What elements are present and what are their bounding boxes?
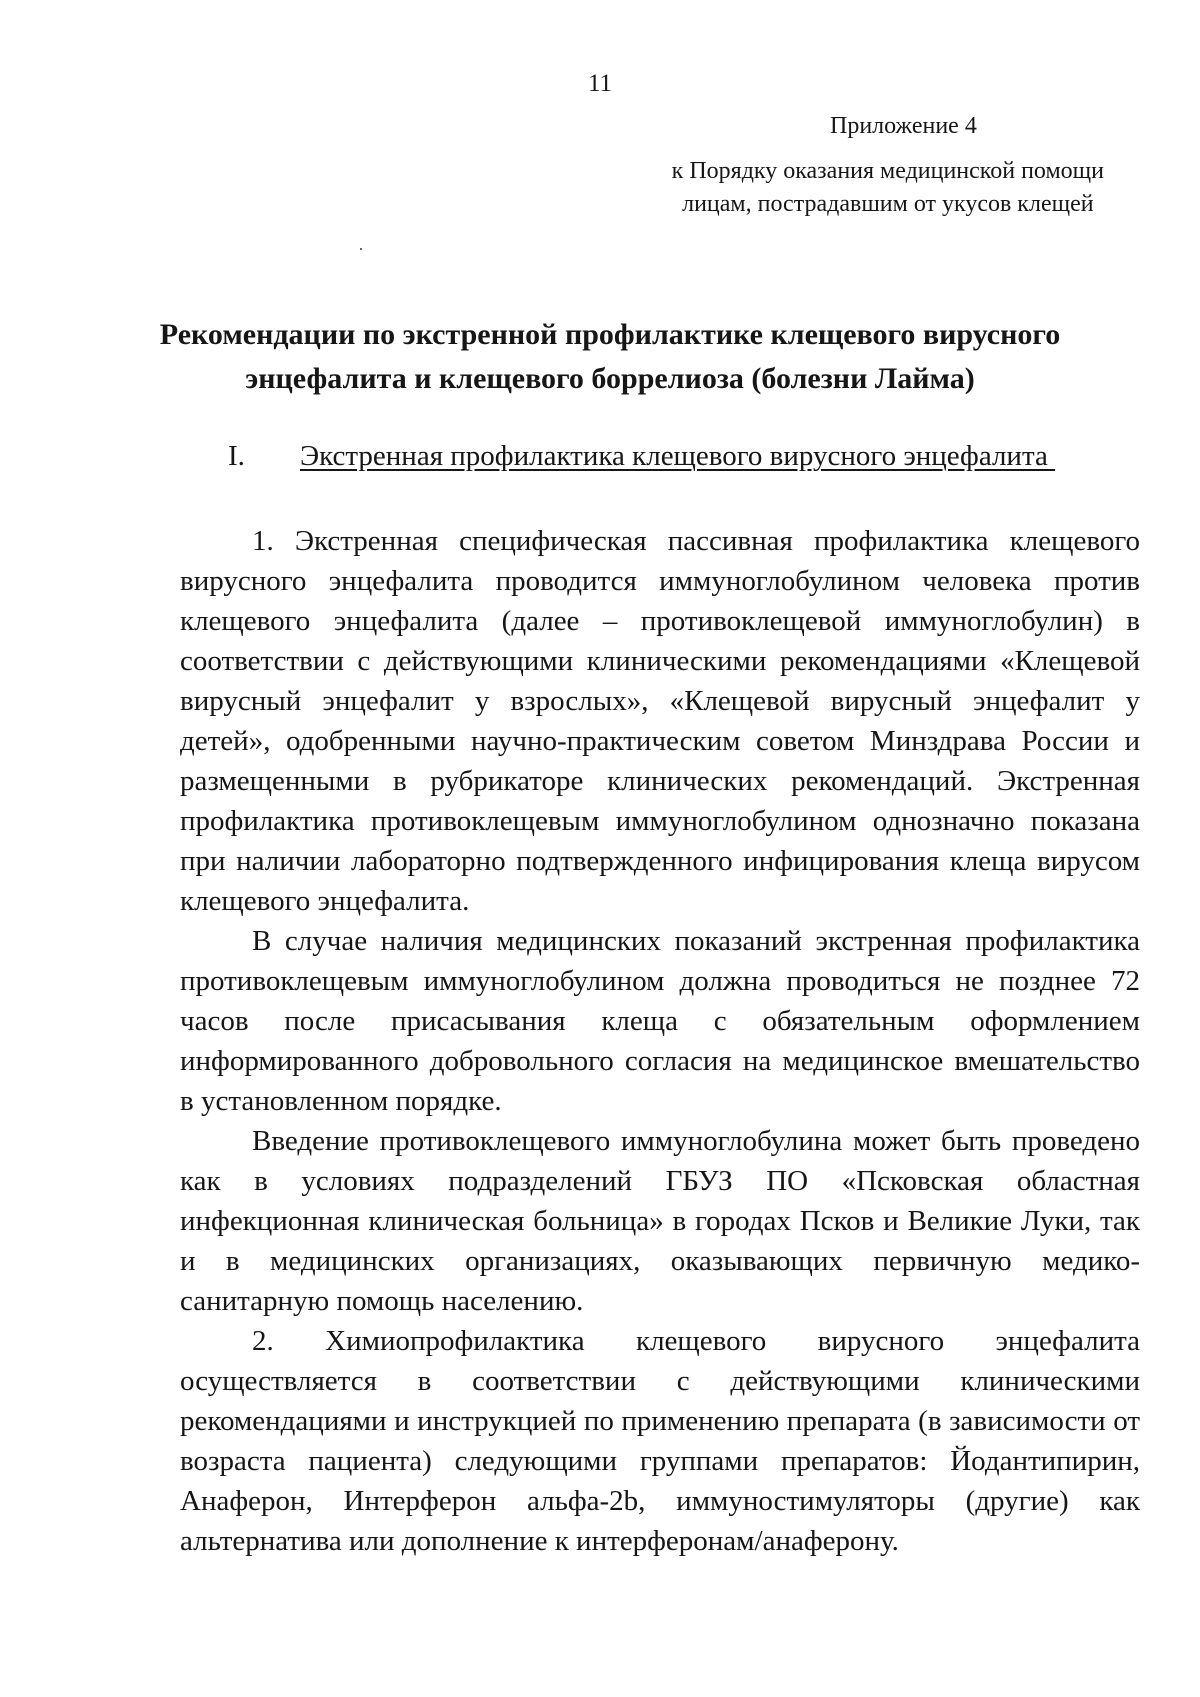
appendix-reference [672, 155, 1104, 221]
scan-speck [360, 248, 362, 250]
paragraph: В случае наличия медицинских показаний экстренная профилактика противоклещевым иммуноглобулином должна проводиться не позднее 72 часов после присасывания клеща с обязательным оформлением информированного добровольного согласия на медицинское вмешательство в установленном порядке. [180, 925, 1140, 1117]
page-number: 11 [587, 70, 613, 97]
paragraph: 1. Экстренная специфическая пассивная профилактика клещевого вирусного энцефалита проводится иммуноглобулином человека против клещевого энцефалита (далее – противоклещевой иммуноглобулин) в соответствии с действующими клиническими рекомендациями «Клещевой вирусный энцефалит у взрослых», «Клещевой вирусный энцефалит у детей», одобренными научно-практическим советом Минздрава России и размещенными в рубрикаторе клинических рекомендаций. Экстренная профилактика противоклещевым иммуноглобулином однозначно показана при наличии лабораторно подтвержденного инфицирования клеща вирусом клещевого энцефалита. [180, 525, 1140, 917]
body-text [180, 521, 1140, 1561]
appendix-reference-line-2: лицам, пострадавшим от укусов клещей [682, 191, 1094, 217]
document-title-line-1: Рекомендации по экстренной профилактике клещевого вирусного [159, 318, 1061, 351]
paragraph: 2. Химиопрофилактика клещевого вирусного энцефалита осуществляется в соответствии с действующими клиническими рекомендациями и инструкцией по применению препарата (в зависимости от возраста пациента) следующими группами препаратов: Йодантипирин, Анаферон, Интерферон альфа-2b, иммуностимуляторы (другие) как альтернатива или дополнение к интерферонам/анаферону. [180, 1325, 1140, 1557]
section-heading-text: Экстренная профилактика клещевого вирусного энцефалита [300, 440, 1056, 472]
section-number: I. [228, 440, 245, 472]
appendix-reference-line-1: к Порядку оказания медицинской помощи [671, 158, 1104, 184]
document-title [150, 313, 1070, 401]
appendix-label: Приложение 4 [830, 113, 977, 139]
paragraph: Введение противоклещевого иммуноглобулина может быть проведено как в условиях подразделений ГБУЗ ПО «Псковская областная инфекционная клиническая больница» в городах Псков и Великие Луки, так и в медицинских организациях, оказывающих первичную медико-санитарную помощь населению. [180, 1125, 1140, 1317]
document-title-line-2: энцефалита и клещевого боррелиоза (болезни Лайма) [245, 362, 975, 395]
